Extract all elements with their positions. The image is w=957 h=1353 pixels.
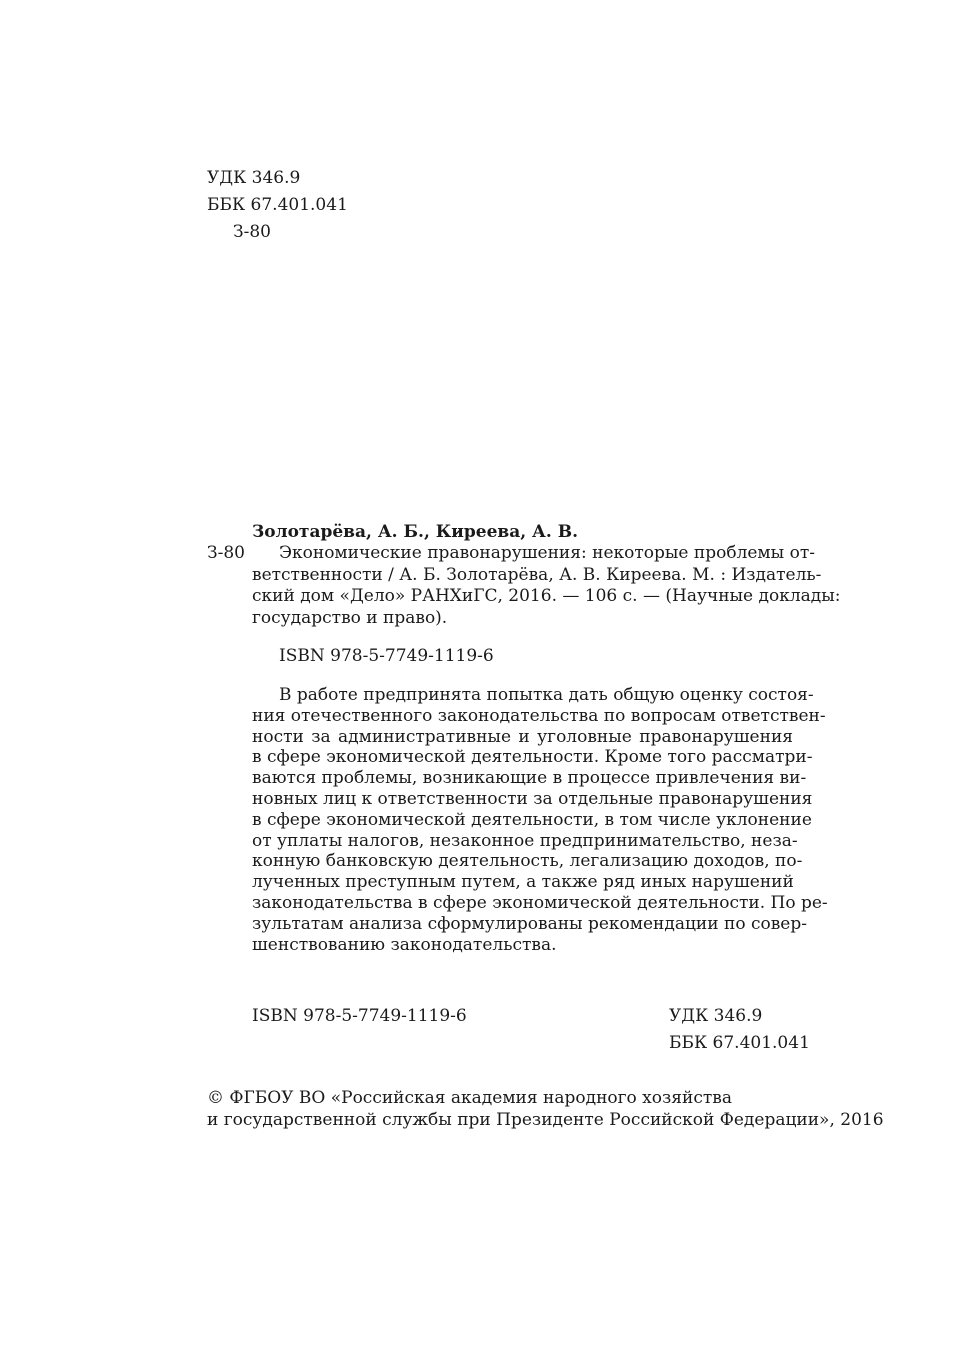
copyright-line-1: © ФГБОУ ВО «Российская академия народного хозяйства — [207, 1088, 732, 1108]
footer-isbn: ISBN 978-5-7749-1119-6 — [252, 1006, 467, 1026]
abstract-line: ния отечественного законодательства по вопросам ответствен- — [252, 705, 826, 726]
entry-description-line: государство и право). — [252, 607, 448, 628]
entry-isbn: ISBN 978-5-7749-1119-6 — [279, 646, 494, 666]
top-udk: УДК 346.9 — [207, 168, 301, 188]
abstract-line: зультатам анализа сформулированы рекомендации по совер- — [252, 913, 807, 934]
abstract-line: ваются проблемы, возникающие в процессе привлечения ви- — [252, 768, 807, 789]
entry-description-line: ветственности / А. Б. Золотарёва, А. В. Киреева. М. : Издатель- — [252, 564, 822, 585]
abstract-line: законодательства в сфере экономической деятельности. По ре- — [252, 892, 828, 913]
abstract-line: в сфере экономической деятельности, в том числе уклонение — [252, 809, 812, 830]
footer-bbk: ББК 67.401.041 — [669, 1033, 810, 1053]
copyright-line-2: и государственной службы при Президенте Российской Федерации», 2016 — [207, 1110, 884, 1130]
abstract-line: ности за административные и уголовные правонарушения — [252, 726, 793, 747]
abstract-line: шенствованию законодательства. — [252, 934, 557, 955]
entry-description-line: ский дом «Дело» РАНХиГС, 2016. — 106 с. — (Научные доклады: — [252, 586, 841, 606]
entry-description-line: Экономические правонарушения: некоторые проблемы от- — [279, 543, 815, 563]
abstract-line: конную банковскую деятельность, легализацию доходов, по- — [252, 851, 803, 872]
top-code: З-80 — [233, 222, 271, 242]
abstract-line: новных лиц к ответственности за отдельные правонарушения — [252, 788, 813, 809]
abstract-line: от уплаты налогов, незаконное предпринимательство, неза- — [252, 830, 798, 851]
top-bbk: ББК 67.401.041 — [207, 195, 348, 215]
entry-description — [252, 543, 841, 629]
abstract — [252, 685, 828, 955]
abstract-line: в сфере экономической деятельности. Кроме того рассматри- — [252, 747, 813, 768]
entry-authors: Золотарёва, А. Б., Киреева, А. В. — [252, 522, 579, 542]
entry-code: З-80 — [207, 543, 245, 563]
abstract-line: лученных преступным путем, а также ряд иных нарушений — [252, 872, 794, 893]
abstract-line: В работе предпринята попытка дать общую оценку состоя- — [279, 685, 814, 705]
footer-udk: УДК 346.9 — [669, 1006, 763, 1026]
